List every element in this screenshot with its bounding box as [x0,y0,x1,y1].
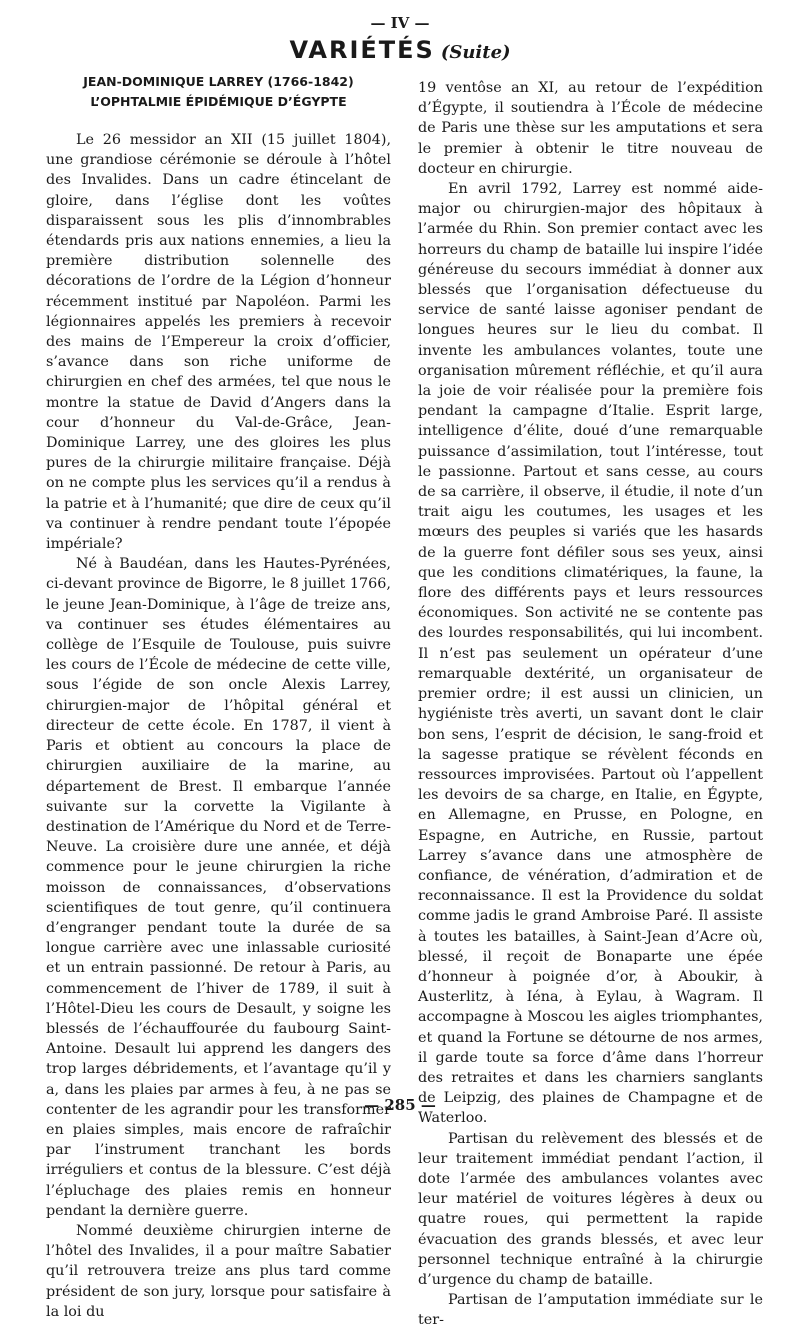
section-title-suite: (Suite) [440,42,511,63]
article-paragraph: Né à Baudéan, dans les Hautes-Pyrénées, ci-devant province de Bigorre, le 8 juillet 1766, le jeune Jean-Dominique, à l’âge de treize ans, va continuer ses études élémentaires au collège de l’Esquile de Toulouse, puis suivre les cours de l’École de médecine de cette ville, sous l’égide de son oncle Alexis Larrey, chirurgien-major de l’hôpital général et directeur de cette école. En 1787, il vient à Paris et obtient au concours la place de chirurgien auxiliaire de la marine, au département de Brest. Il embarque l’année suivante sur la corvette la Vigilante à destination de l’Amérique du Nord et de Terre-Neuve. La croisière dure une année, et déjà commence pour le jeune chirurgien la riche moisson de connaissances, d’observations scientifiques de tout genre, qu’il continuera d’engranger pendant toute la durée de sa longue carrière avec une inlassable curiosité et un entrain passionné. De retour à Paris, au commencement de l’hiver de 1789, il suit à l’Hôtel-Dieu les cours de Desault, y soigne les blessés de l’échauffourée du faubourg Saint-Antoine. Desault lui apprend les dangers des trop larges débridements, et l’avantage qu’il y a, dans les plaies par armes à feu, à ne pas se contenter de les agrandir pour les transformer en plaies simples, mais encore de rafraîchir par l’instrument tranchant les bords irréguliers et contus de la blessure. C’est déjà l’épluchage des plaies remis en honneur pendant la dernière guerre. [46,556,391,1219]
article-paragraph: En avril 1792, Larrey est nommé aide-major ou chirurgien-major des hôpitaux à l’armée du Rhin. Son premier contact avec les horreurs du champ de bataille lui inspire l’idée généreuse du secours immédiat à donner aux blessés que l’organisation défectueuse du service de santé laisse agoniser pendant de longues heures sur le lieu du combat. Il invente les ambulances volantes, toute une organisation mûrement réfléchie, et qu’il aura la joie de voir réalisée pour la première fois pendant la campagne d’Italie. Esprit large, intelligence d’élite, doué d’une remarquable puissance d’assimilation, tout l’intéresse, tout le passionne. Partout et sans cesse, au cours de sa carrière, il observe, il étudie, il note d’un trait aigu les coutumes, les usages et les mœurs des peuples si variés que les hasards de la guerre font défiler sous ses yeux, ainsi que les conditions climatériques, la faune, la flore des différents pays et leurs ressources économiques. Son activité ne se contente pas des lourdes responsabilités, qui lui incombent. Il n’est pas seulement un opérateur d’une remarquable dextérité, un organisateur de premier ordre; il est aussi un clinicien, un hygiéniste très averti, un savant dont le clair bon sens, l’esprit de décision, le sang-froid et la sagesse pratique se révèlent féconds en ressources improvisées. Partout où l’appellent les devoirs de sa charge, en Italie, en Égypte, en Allemagne, en Prusse, en Pologne, en Espagne, en Autriche, en Russie, partout Larrey s’avance dans une atmosphère de confiance, de vénération, d’admiration et de reconnaissance. Il est la Providence du soldat comme jadis le grand Ambroise Paré. Il assiste à toutes les batailles, à Saint-Jean d’Acre où, blessé, il reçoit de Bonaparte une épée d’honneur à poignée d’or, à Aboukir, à Austerlitz, à Iéna, à Eylau, à Wagram. Il accompagne à Moscou les aigles triomphantes, et quand la Fortune se détourne de nos armes, il garde toute sa force d’âme dans l’horreur des retraites et dans les charniers sanglants de Leipzig, des plaines de Champagne et de Waterloo. [418,181,763,1127]
article-paragraph: Partisan de l’amputation immédiate sur le ter- [418,1292,763,1329]
article-heading-subtitle: L’OPHTALMIE ÉPIDÉMIQUE D’ÉGYPTE [90,94,347,109]
article-column-left [46,72,391,1322]
article-paragraph: Partisan du relèvement des blessés et de leur traitement immédiat pendant l’action, il dote l’armée des ambulances volantes avec leur matériel de voitures légères à deux ou quatre roues, qui permettent la rapide évacuation des grands blessés, et avec leur personnel technique entraîné à la chirurgie d’urgence du champ de bataille. [418,1130,763,1288]
article-heading [46,72,391,112]
page-header-marker: — IV — [370,14,430,32]
section-title-main: VARIÉTÉS [289,36,435,64]
article-paragraph: Le 26 messidor an XII (15 juillet 1804), une grandiose cérémonie se déroule à l’hôtel des Invalides. Dans un cadre étincelant de gloire, dans l’église dont les voûtes disparaissent sous les plis d’innombrables étendards pris aux nations ennemies, a lieu la première distribution solennelle des décorations de l’ordre de la Légion d’honneur récemment institué par Napoléon. Parmi les légionnaires appelés les premiers à recevoir des mains de l’Empereur la croix d’officier, s’avance dans son riche uniforme de chirurgien en chef des armées, tel que nous le montre la statue de David d’Angers dans la cour d’honneur du Val-de-Grâce, Jean-Dominique Larrey, une des gloires les plus pures de la chirurgie militaire française. Déjà on ne compte plus les services qu’il a rendus à la patrie et à l’humanité; que dire de ceux qu’il va continuer à rendre pendant toute l’épopée impériale? [46,132,391,553]
article-heading-title: JEAN-DOMINIQUE LARREY (1766-1842) [83,74,354,89]
article-paragraph: Nommé deuxième chirurgien interne de l’hôtel des Invalides, il a pour maître Sabatier qu’il retrouvera treize ans plus tard comme président de son jury, lorsque pour satisfaire à la loi du [46,1222,391,1320]
article-paragraph: 19 ventôse an XI, au retour de l’expédition d’Égypte, il soutiendra à l’École de médecine de Paris une thèse sur les amputations et sera le premier à obtenir le titre nouveau de docteur en chirurgie. [418,80,763,177]
article-column-right [418,78,763,1331]
section-title [0,36,800,64]
page-number: — 285 — [364,1096,436,1114]
